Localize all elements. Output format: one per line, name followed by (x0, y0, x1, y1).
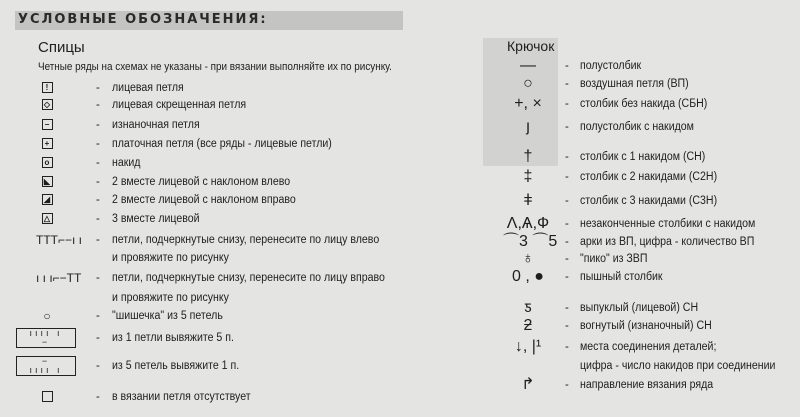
legend-row (36, 389, 336, 405)
crossed-knit-stitch-icon (36, 97, 58, 113)
purl-stitch-icon-box: − (42, 119, 53, 130)
dash-separator: - (565, 236, 569, 248)
no-stitch-icon-box (42, 391, 53, 402)
k2tog-left-icon (36, 174, 58, 190)
k2tog-left-icon-box: ◣ (42, 176, 53, 187)
dash-separator: - (565, 60, 569, 72)
legend-description: столбик с 1 накидом (СН) (580, 151, 706, 163)
legend-row (36, 155, 336, 171)
dash-separator: - (565, 218, 569, 230)
legend-row (503, 193, 800, 209)
legend-description: столбик с 2 накидами (С2Н) (580, 171, 718, 183)
row-direction-arrow-icon: ↱ (521, 376, 535, 393)
dash-separator: - (565, 151, 569, 163)
legend-row (503, 149, 800, 165)
legend-row (29, 356, 336, 375)
legend-description: цифра - число накидов при соединении (580, 360, 776, 372)
treble-crochet-icon: ‡ (523, 168, 533, 185)
k2tog-right-icon-box: ◢ (42, 194, 53, 205)
legend-description: столбик без накида (СБН) (580, 98, 708, 110)
half-double-crochet-icon: ȷ (526, 118, 530, 135)
increase-1-to-5-icon-box: ıııı ı − (16, 328, 76, 348)
legend-description: столбик с 3 накидами (С3Н) (580, 195, 718, 207)
double-treble-crochet-icon: ǂ (523, 192, 533, 209)
legend-row (503, 339, 800, 355)
legend-description: 2 вместе лицевой с наклоном вправо (112, 194, 296, 206)
legend-description: накид (112, 157, 141, 169)
dash-separator: - (565, 98, 569, 110)
legend-row (36, 174, 336, 190)
legend-row (503, 358, 800, 374)
legend-description: места соединения деталей; (580, 341, 717, 353)
single-crochet-icon: +, × (514, 95, 542, 112)
legend-description: из 5 петель вывяжите 1 п. (112, 360, 240, 372)
legend-description: петли, подчеркнутые снизу, перенесите по лицу вправо (112, 272, 385, 284)
legend-description: петли, подчеркнутые снизу, перенесите по лицу влево (112, 234, 380, 246)
yarn-over-icon-box: o (42, 157, 53, 168)
legend-row (36, 136, 336, 152)
increase-1-to-5-icon (16, 328, 63, 348)
legend-row (503, 96, 800, 112)
dash-separator: - (96, 119, 100, 131)
legend-description: незаконченные столбики с накидом (580, 218, 756, 230)
dash-separator: - (96, 157, 100, 169)
dash-separator: - (565, 195, 569, 207)
dash-separator: - (96, 99, 100, 111)
dash-separator: - (96, 176, 100, 188)
chain-arch-icon: ⌒3 ⌒5 (503, 233, 558, 250)
dash-separator: - (96, 138, 100, 150)
legend-description: воздушная петля (ВП) (580, 78, 689, 90)
dash-separator: - (565, 379, 569, 391)
knit-stitch-icon (36, 80, 58, 96)
legend-row (503, 119, 800, 135)
dash-separator: - (565, 171, 569, 183)
legend-description: "шишечка" из 5 петель (112, 310, 223, 322)
legend-row (36, 308, 336, 324)
joining-arrow-icon: ↓, |¹ (514, 338, 542, 355)
legend-row (36, 232, 380, 248)
legend-row (503, 234, 800, 250)
front-post-dc-icon: ƽ (524, 299, 532, 316)
dash-separator: - (565, 271, 569, 283)
k2tog-right-icon (36, 192, 58, 208)
legend-description: арки из ВП, цифра - количество ВП (580, 236, 755, 248)
k3tog-icon (36, 211, 58, 227)
legend-row (36, 270, 385, 286)
legend-row (36, 97, 336, 113)
dash-separator: - (565, 121, 569, 133)
legend-row (503, 251, 800, 267)
k3tog-icon-box: △ (42, 213, 53, 224)
legend-row (36, 192, 336, 208)
legend-row (503, 58, 800, 74)
dash-separator: - (96, 360, 100, 372)
legend-row (36, 211, 336, 227)
knit-stitch-icon-box: ! (42, 82, 53, 93)
legend-row (503, 76, 800, 92)
legend-row (503, 318, 800, 334)
knitting-note: Четные ряды на схемах не указаны - при вязании выполняйте их по рисунку. (38, 61, 392, 73)
legend-description: выпуклый (лицевой) СН (580, 302, 699, 314)
puff-stitch-icon: 0 , ● (512, 268, 544, 285)
dash-separator: - (96, 82, 100, 94)
dash-separator: - (565, 253, 569, 265)
legend-description: лицевая скрещенная петля (112, 99, 247, 111)
legend-description: пышный столбик (580, 271, 663, 283)
dash-separator: - (96, 213, 100, 225)
dash-separator: - (565, 341, 569, 353)
garter-stitch-icon-box: + (42, 138, 53, 149)
purl-stitch-icon (36, 117, 58, 133)
legend-row (36, 250, 336, 266)
dash-separator: - (565, 78, 569, 90)
legend-description: изнаночная петля (112, 119, 200, 131)
legend-description: направление вязания ряда (580, 379, 714, 391)
legend-row (503, 269, 800, 285)
legend-description: платочная петля (все ряды - лицевые петли) (112, 138, 332, 150)
legend-row (503, 216, 800, 232)
crossed-knit-stitch-icon-box: ◇ (42, 99, 53, 110)
legend-description: из 1 петли вывяжите 5 п. (112, 332, 234, 344)
back-post-dc-icon: ƻ (523, 317, 533, 334)
legend-row (29, 328, 336, 347)
legend-row (503, 300, 800, 316)
legend-description: "пико" из ЗВП (580, 253, 648, 265)
decrease-5-to-1-icon (16, 356, 63, 376)
legend-row (503, 169, 800, 185)
legend-row (36, 290, 336, 306)
no-stitch-icon (36, 389, 58, 405)
slip-stitch-icon: — (520, 57, 536, 74)
dash-separator: - (96, 194, 100, 206)
dash-separator: - (96, 272, 100, 284)
legend-description: и провяжите по рисунку (112, 292, 229, 304)
chain-icon: ○ (523, 75, 533, 92)
dash-separator: - (96, 391, 100, 403)
double-crochet-icon: † (523, 148, 533, 165)
legend-description: полустолбик (580, 60, 642, 72)
unfinished-stitches-icon: Λ,Ѧ,Ф (506, 215, 550, 232)
legend-description: 3 вместе лицевой (112, 213, 200, 225)
legend-description: полустолбик с накидом (580, 121, 694, 133)
legend-row (36, 117, 336, 133)
legend-description: 2 вместе лицевой с наклоном влево (112, 176, 291, 188)
page-title: УСЛОВНЫЕ ОБОЗНАЧЕНИЯ: (18, 12, 268, 27)
cable-right-icon: ı ı ı⌐−ТТ (36, 271, 82, 285)
cable-left-icon: ТТТ⌐−ı ı (36, 233, 83, 247)
decrease-5-to-1-icon-box: − ıııı ı (16, 356, 76, 376)
yarn-over-icon (36, 155, 58, 171)
dash-separator: - (565, 320, 569, 332)
dash-separator: - (96, 234, 100, 246)
legend-row (503, 377, 800, 393)
dash-separator: - (96, 332, 100, 344)
legend-row (36, 80, 336, 96)
legend-description: в вязании петля отсутствует (112, 391, 251, 403)
legend-description: и провяжите по рисунку (112, 252, 229, 264)
crochet-heading: Крючок (507, 38, 555, 54)
knitting-heading: Спицы (38, 39, 85, 56)
garter-stitch-icon (36, 136, 58, 152)
legend-description: вогнутый (изнаночный) СН (580, 320, 712, 332)
legend-description: лицевая петля (112, 82, 184, 94)
picot-icon: ♁ (522, 250, 534, 267)
bobble-icon: ○ (43, 309, 51, 323)
dash-separator: - (565, 302, 569, 314)
dash-separator: - (96, 310, 100, 322)
